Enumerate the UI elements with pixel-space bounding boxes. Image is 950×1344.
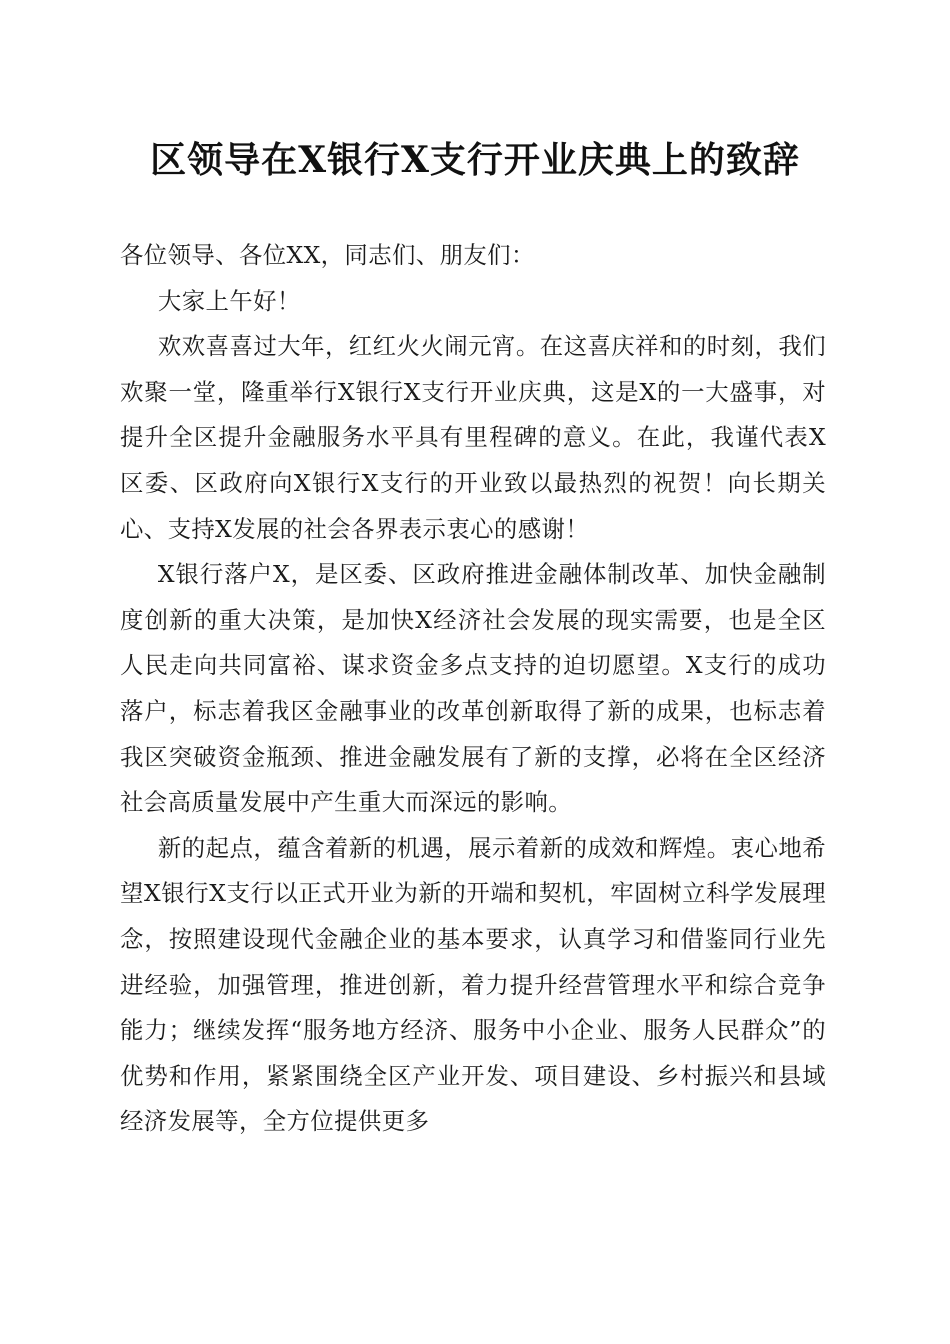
paragraph-significance: X银行落户X，是区委、区政府推进金融体制改革、加快金融制度创新的重大决策，是加快X经济社会发展的现实需要，也是全区人民走向共同富裕、谋求资金多点支持的迫切愿望。X支行的成功落户，标志着我区金融事业的改革创新取得了新的成果，也标志着我区突破资金瓶颈、推进金融发展有了新的支撑，必将在全区经济社会高质量发展中产生重大而深远的影响。: [120, 560, 826, 817]
salutation: 各位领导、各位XX，同志们、朋友们：: [120, 241, 535, 269]
paragraph-congratulations: 欢欢喜喜过大年，红红火火闹元宵。在这喜庆祥和的时刻，我们欢聚一堂，隆重举行X银行X支行开业庆典，这是X的一大盛事，对提升全区提升金融服务水平具有里程碑的意义。在此，我谨代表X区委、区政府向X银行X支行的开业致以最热烈的祝贺！向长期关心、支持X发展的社会各界表示衷心的感谢！: [120, 332, 826, 543]
paragraph-greeting: 大家上午好！: [157, 286, 301, 315]
paragraph-expectations: 新的起点，蕴含着新的机遇，展示着新的成效和辉煌。衷心地希望X银行X支行以正式开业为新的开端和契机，牢固树立科学发展理念，按照建设现代金融企业的基本要求，认真学习和借鉴同行业先进经验，加强管理，推进创新，着力提升经营管理水平和综合竞争能力；继续发挥“服务地方经济、服务中小企业、服务人民群众”的优势和作用，紧紧围绕全区产业开发、项目建设、乡村振兴和县域经济发展等，全方位提供更多: [120, 833, 826, 1136]
document-title: 区领导在X银行X支行开业庆典上的致辞: [150, 139, 800, 181]
document-body: [120, 233, 826, 1145]
